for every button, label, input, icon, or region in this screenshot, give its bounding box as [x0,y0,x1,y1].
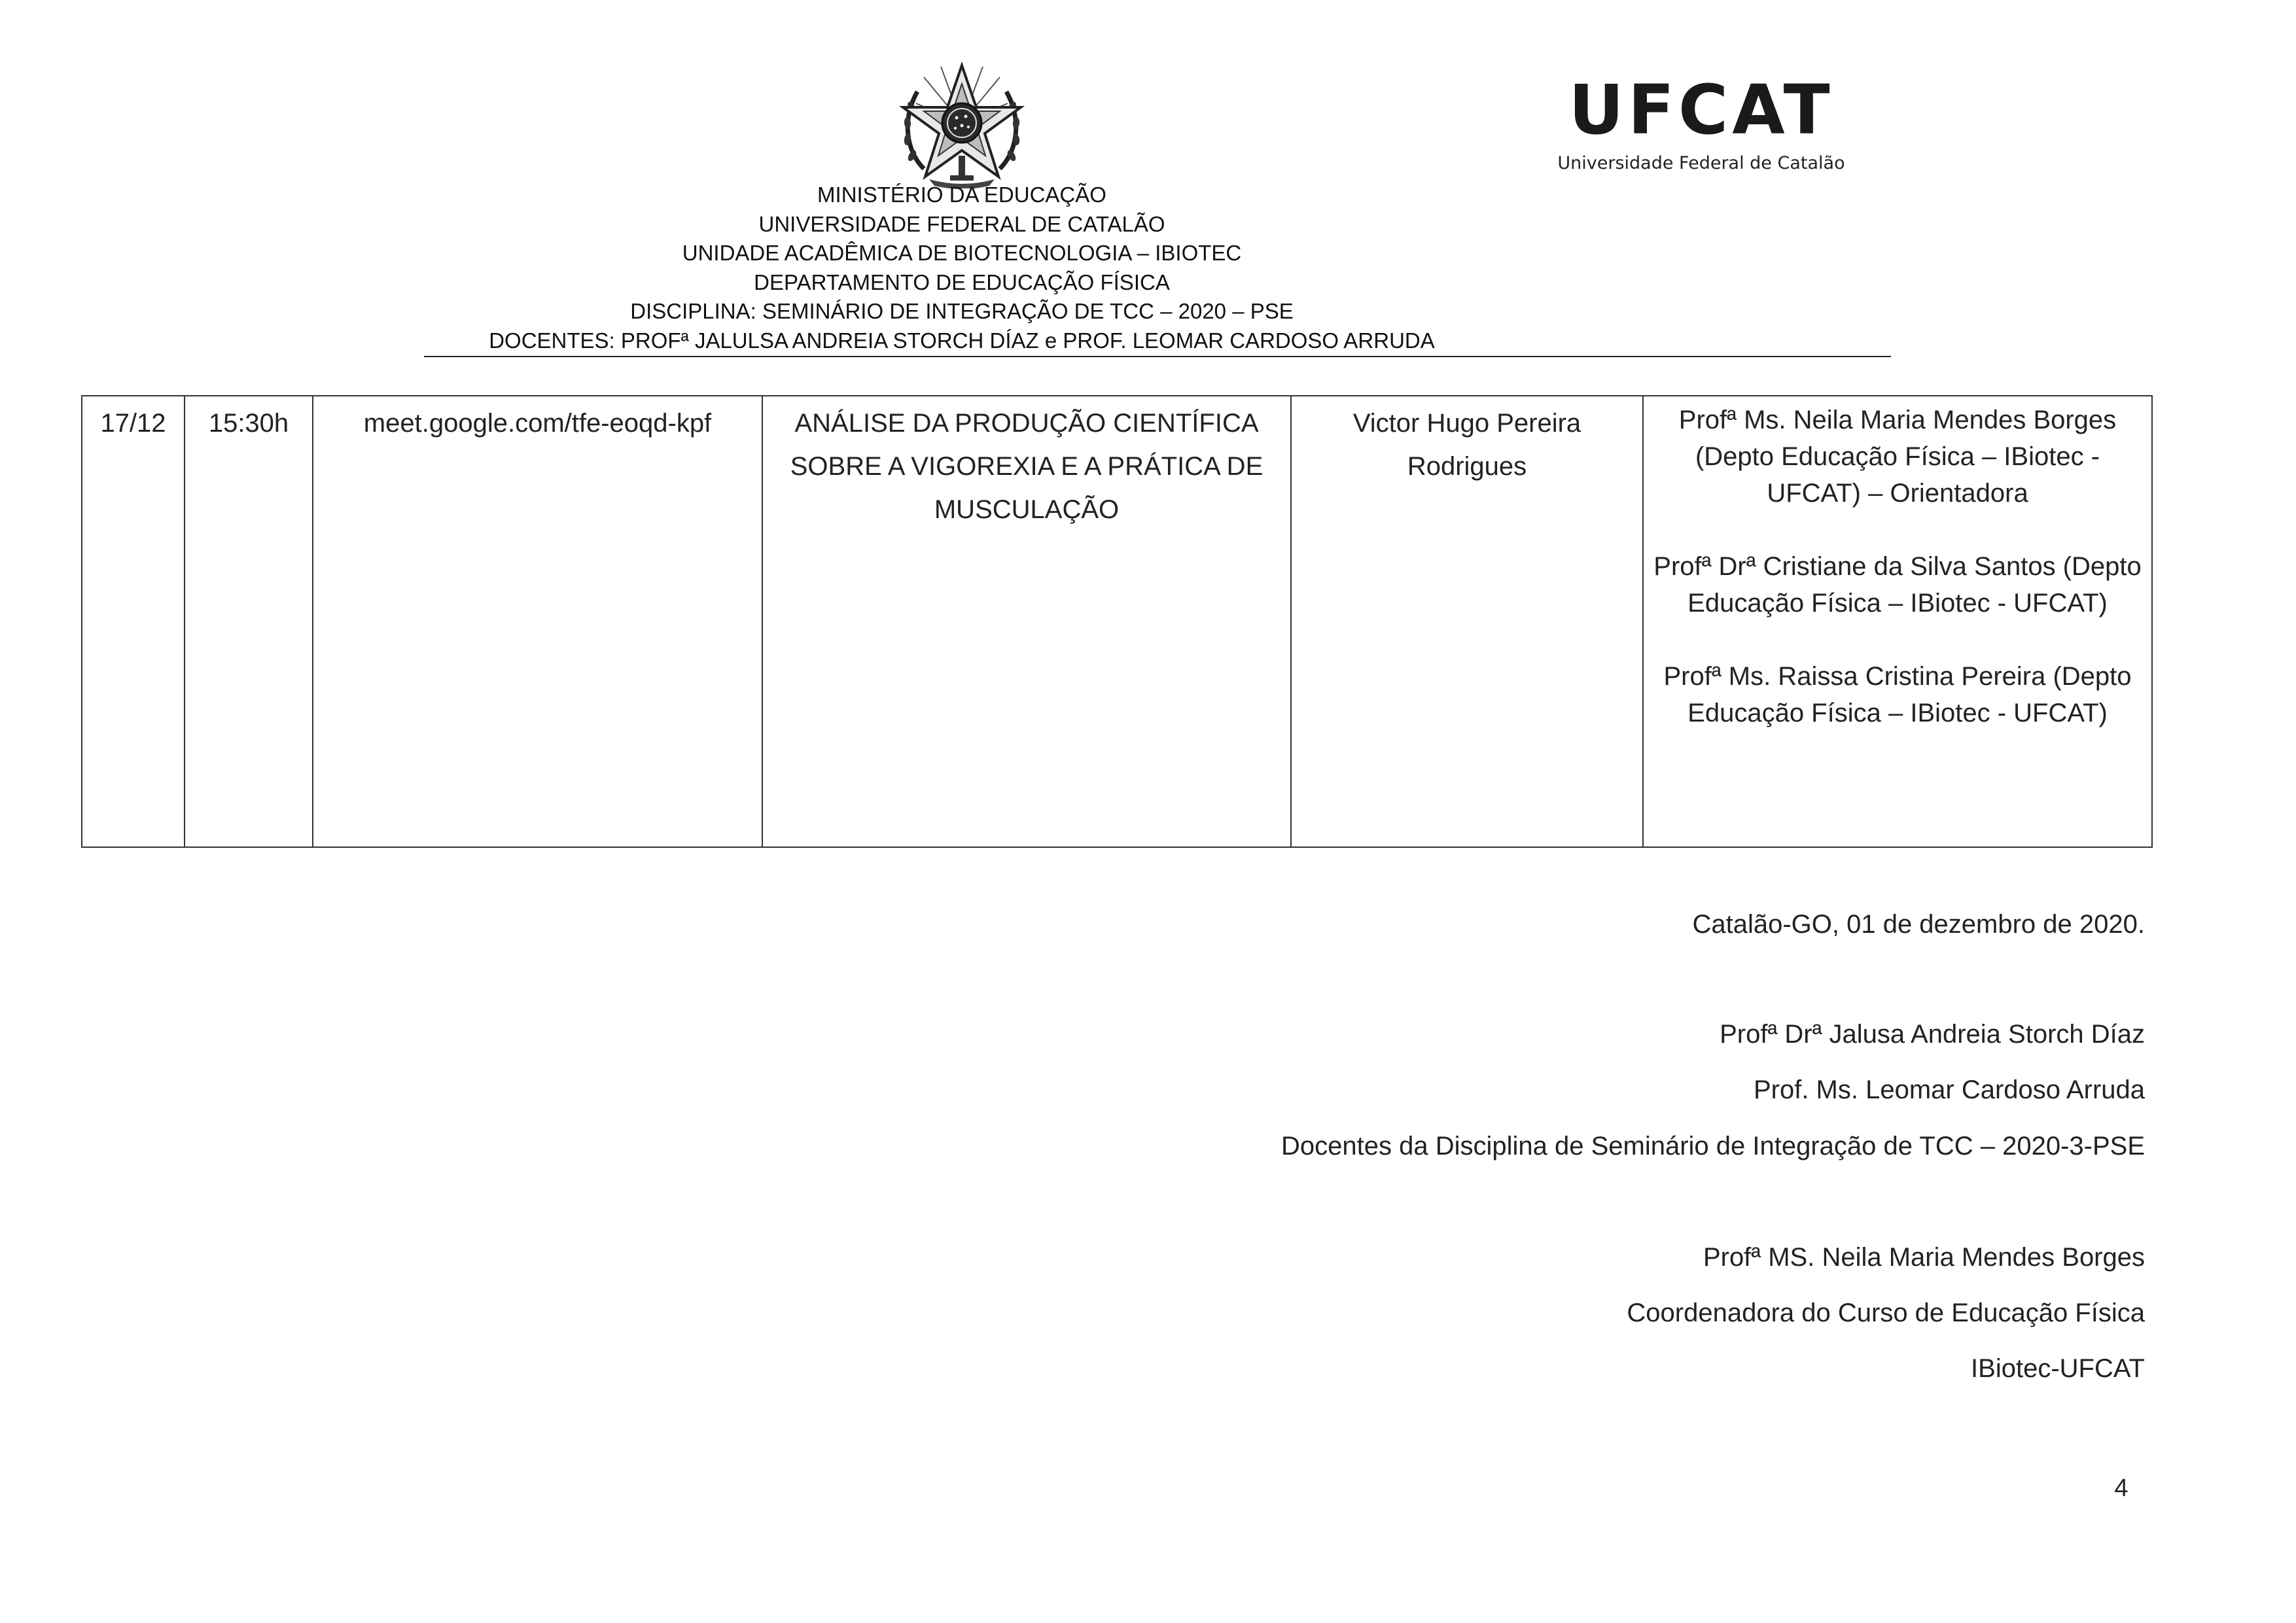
header-department: DEPARTAMENTO DE EDUCAÇÃO FÍSICA [754,270,1170,294]
cell-committee [1643,396,2152,847]
cell-meeting-link[interactable]: meet.google.com/tfe-eoqd-kpf [313,396,762,847]
header-ministry: MINISTÉRIO DA EDUCAÇÃO [817,183,1106,207]
header-academic-unit: UNIDADE ACADÊMICA DE BIOTECNOLOGIA – IBIOTEC [682,241,1242,265]
header-university: UNIVERSIDADE FEDERAL DE CATALÃO [758,211,1165,236]
coordinator-role: Coordenadora do Curso de Educação Física [1627,1299,2145,1327]
coordinator-unit: IBiotec-UFCAT [1971,1354,2145,1383]
coat-of-arms-emblem [898,58,1026,188]
header-teachers: DOCENTES: PROFª JALULSA ANDREIA STORCH DÍAZ e PROF. LEOMAR CARDOSO ARRUDA [489,328,1435,353]
page-number: 4 [2114,1475,2128,1502]
cell-thesis-title: ANÁLISE DA PRODUÇÃO CIENTÍFICA SOBRE A VIGOREXIA E A PRÁTICA DE MUSCULAÇÃO [762,396,1291,847]
coordinator-name: Profª MS. Neila Maria Mendes Borges [1703,1243,2145,1272]
signatories-role: Docentes da Disciplina de Seminário de Integração de TCC – 2020-3-PSE [1281,1132,2145,1161]
place-and-date: Catalão-GO, 01 de dezembro de 2020. [1692,910,2145,939]
committee-member: Profª Drª Cristiane da Silva Santos (Depto Educação Física – IBiotec - UFCAT) [1653,552,2142,618]
defense-schedule-table [81,395,2153,848]
committee-member: Profª Ms. Raissa Cristina Pereira (Depto Educação Física – IBiotec - UFCAT) [1663,662,2132,727]
committee-member: Profª Ms. Neila Maria Mendes Borges (Depto Educação Física – IBiotec - UFCAT) – Orientadora [1678,406,2117,508]
cell-date: 17/12 [82,396,185,847]
table-row [82,396,2152,847]
cell-student: Victor Hugo Pereira Rodrigues [1291,396,1643,847]
signatory-1-name: Profª Drª Jalusa Andreia Storch Díaz [1720,1020,2145,1049]
ufcat-logo [1531,71,1871,175]
cell-time: 15:30h [185,396,313,847]
header-discipline: DISCIPLINA: SEMINÁRIO DE INTEGRAÇÃO DE TCC – 2020 – PSE [630,299,1294,323]
signatory-2-name: Prof. Ms. Leomar Cardoso Arruda [1753,1075,2145,1104]
logo-wordmark: UFCAT [1568,70,1834,150]
header-divider [424,356,1891,357]
logo-subtitle: Universidade Federal de Catalão [1557,153,1845,173]
institution-header [406,181,1518,355]
